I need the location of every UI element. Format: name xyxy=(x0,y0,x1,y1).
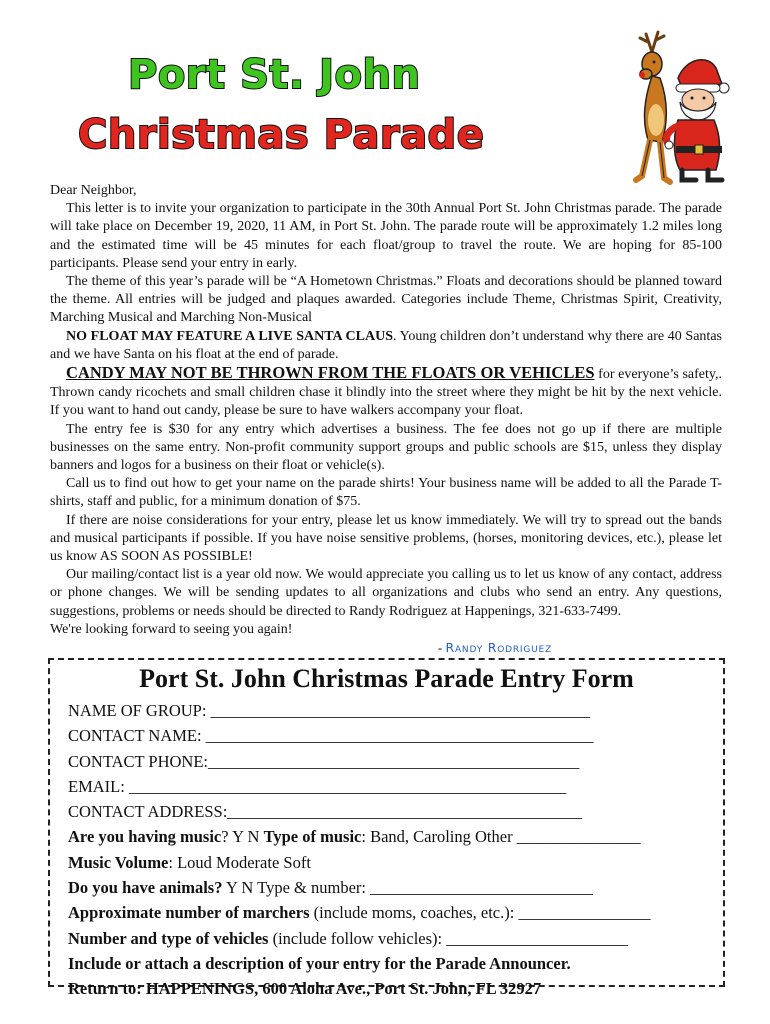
candy-warning-rest: for everyone’s safety,. Thrown candy ricochets and small children chase it blindly into the street where they might be hit by the next vehicle. If you want to hand out candy, please be sure to have walkers accompany your float. xyxy=(50,367,722,419)
letter-paragraph-shirts: Call us to find out how to get your name on the parade shirts! Your business name will be added to all the Parade T-shirts, staff and public, for a minimum donation of $75. xyxy=(50,476,722,510)
invitation-letter xyxy=(50,182,722,657)
email-field[interactable]: EMAIL: _____________________________________________________ xyxy=(68,776,567,796)
animals-label: Do you have animals? xyxy=(68,878,223,898)
contact-name-field[interactable]: CONTACT NAME: _______________________________________________ xyxy=(68,726,594,746)
santa-warning: NO FLOAT MAY FEATURE A LIVE SANTA CLAUS xyxy=(66,328,393,344)
letter-closing: We're looking forward to seeing you again! xyxy=(50,621,293,637)
animals-options[interactable]: Y N Type & number: ___________________________ xyxy=(222,878,593,898)
music-volume-options[interactable]: : Loud Moderate Soft xyxy=(168,852,311,872)
entry-form xyxy=(48,658,725,999)
music-yes-no[interactable]: ? Y N xyxy=(221,827,264,847)
santa-warning-rest: . Young children don’t understand why there are 40 Santas and we have Santa on his float at the end of parade. xyxy=(50,328,722,362)
greeting: Dear Neighbor, xyxy=(50,183,137,198)
music-type-options[interactable]: : Band, Caroling Other _______________ xyxy=(361,827,641,847)
reindeer-and-santa-icon xyxy=(612,30,730,188)
contact-address-field[interactable]: CONTACT ADDRESS:___________________________________________ xyxy=(68,802,583,822)
vehicles-field[interactable] xyxy=(68,926,708,951)
title-line-1: Port St. John xyxy=(128,52,421,98)
letter-paragraph-contact: Our mailing/contact list is a year old now. We would appreciate you calling us to let us know of any contact, address or phone changes. We will be sending updates to all organizations and clubs who send an entry. Any questions, suggestions, problems or needs should be directed to Randy Rodriguez at Happenings, 321-633-7499. xyxy=(50,567,722,619)
title-line-2: Christmas Parade xyxy=(78,112,485,158)
music-type-label: Type of music xyxy=(263,827,362,847)
description-instruction: Include or attach a description of your entry for the Parade Announcer. xyxy=(68,953,571,973)
signature-dash: - xyxy=(437,640,446,656)
marchers-field[interactable] xyxy=(68,900,708,925)
vehicles-label: Number and type of vehicles xyxy=(68,928,269,948)
letter-paragraph-theme: The theme of this year’s parade will be “A Hometown Christmas.” Floats and decorations should be planned toward the theme. All entries will be judged and plaques awarded. Categories include Theme, Christmas Spirit, Creativity, Marching Musical and Marching Non-Musical xyxy=(50,274,722,326)
letter-paragraph-candy xyxy=(50,364,722,421)
marchers-input[interactable]: (include moms, coaches, etc.): ________________ xyxy=(309,903,651,923)
letter-paragraph-santa xyxy=(50,328,722,364)
letter-paragraph-invite: This letter is to invite your organization to participate in the 30th Annual Port St. John Christmas parade. The parade will take place on December 19, 2020, 11 AM, in Port St. John. The parade route will be approximately 1.2 miles long and the estimated time will be 45 minutes for each float/group to travel the route. We are hoping for 85-100 participants. Please send your entry in early. xyxy=(50,201,722,271)
music-volume-field[interactable] xyxy=(68,850,708,875)
marchers-label: Approximate number of marchers xyxy=(68,903,310,923)
music-volume-label: Music Volume xyxy=(68,852,169,872)
vehicles-input[interactable]: (include follow vehicles): ______________________ xyxy=(268,928,628,948)
return-address: Return to: HAPPENINGS, 600 Aloha Ave., Port St. John, FL 32927 xyxy=(68,979,542,999)
letter-paragraph-fee: The entry fee is $30 for any entry which advertises a business. The fee does not go up if there are multiple businesses on the same entry. Non-profit community support groups and public schools are $15, unless they display banners and logos for a business on their float or vehicle(s). xyxy=(50,421,722,474)
group-name-field[interactable]: NAME OF GROUP: ______________________________________________ xyxy=(68,701,591,720)
music-question-label: Are you having music xyxy=(68,827,222,847)
letter-paragraph-noise: If there are noise considerations for your entry, please let us know immediately. We will try to spread out the bands and musical participants if possible. If you have noise sensitive problems, (horses, monitoring devices, etc.), please let us know AS SOON AS POSSIBLE! xyxy=(50,512,722,565)
entry-form-title: Port St. John Christmas Parade Entry Form xyxy=(139,664,634,693)
contact-phone-field[interactable]: CONTACT PHONE:_____________________________________________ xyxy=(68,751,580,771)
candy-warning: CANDY MAY NOT BE THROWN FROM THE FLOATS OR VEHICLES xyxy=(66,363,595,383)
music-question-field[interactable] xyxy=(68,824,708,849)
signature-name: Randy Rodriguez xyxy=(445,640,552,656)
animals-field[interactable] xyxy=(68,875,708,900)
signature xyxy=(50,639,552,657)
